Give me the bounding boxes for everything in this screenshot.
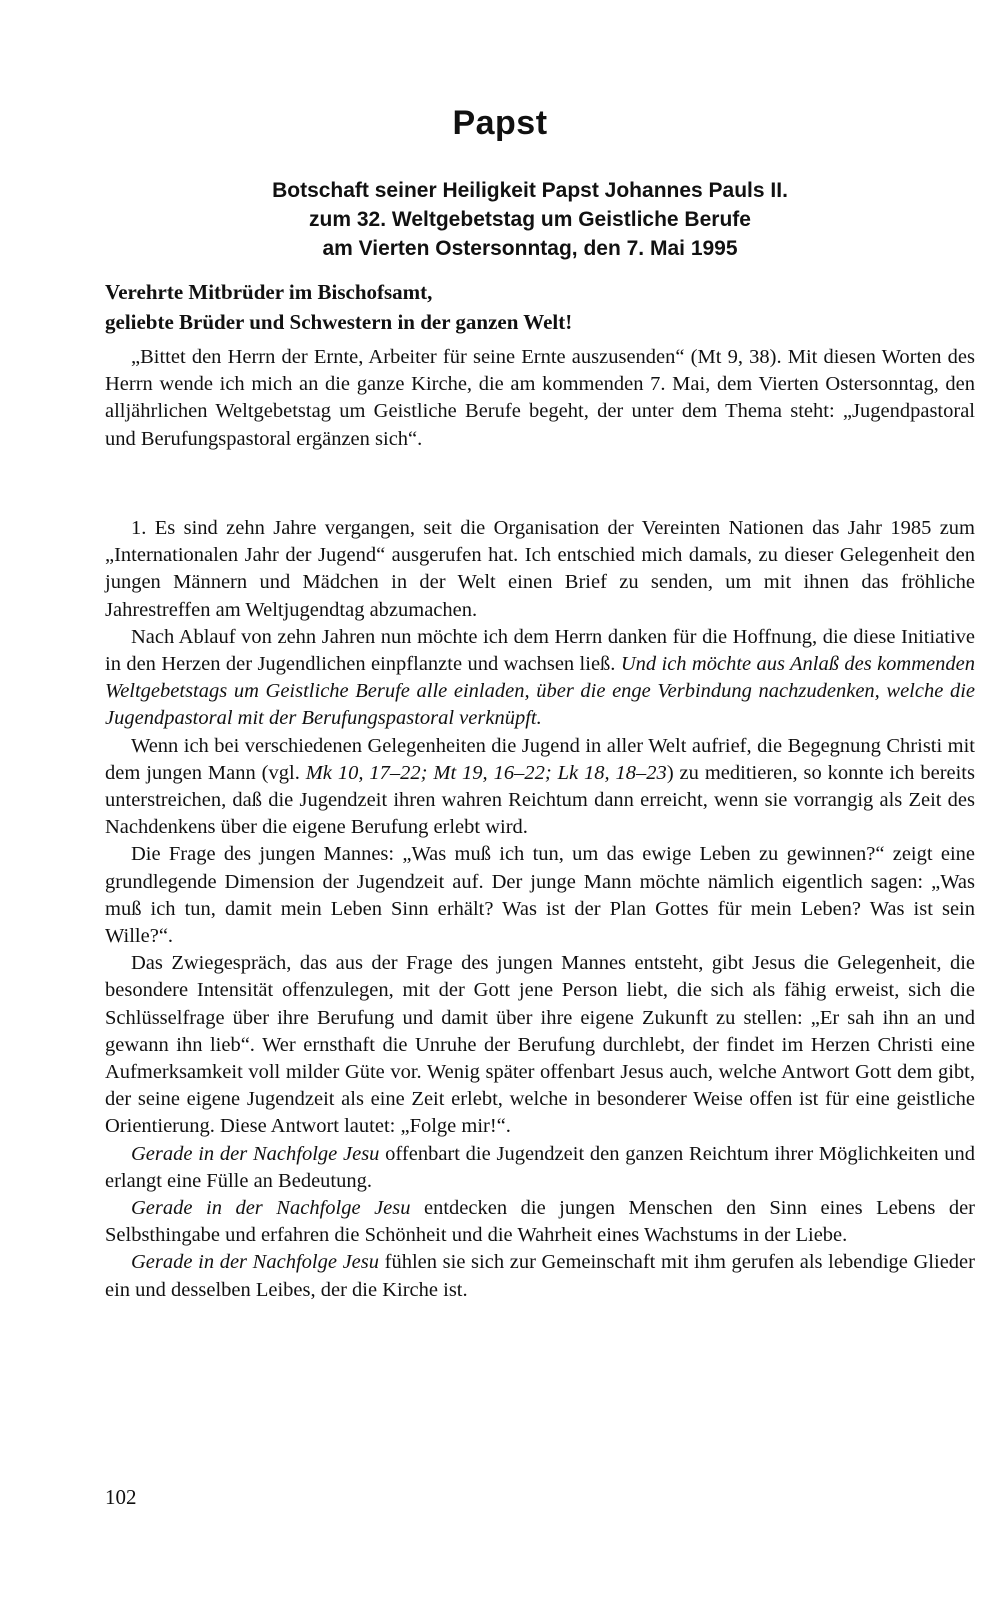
paragraph: Die Frage des jungen Mannes: „Was muß ich tun, um das ewige Leben zu gewinnen?“ zeigt eine grundlegende Dimension der Jugendzeit auf. Der junge Mann möchte nämlich eigentlich sagen: „Was muß ich tun, damit mein Leben Sinn erhält? Was ist der Plan Gottes für mein Leben? Was ist sein Wille?“. [105,843,975,948]
paragraph-text: entdecken die jungen Menschen den Sinn eines Lebens der Selbsthingabe und erfahren die Schönheit und die Wahrheit eines Wachstums in der Liebe. [105,1197,975,1247]
main-text [105,515,975,1304]
subtitle-line: zum 32. Weltgebetstag um Geistliche Berufe [309,208,751,231]
intro-block [105,344,975,453]
intro-paragraph: „Bittet den Herrn der Ernte, Arbeiter für seine Ernte auszusenden“ (Mt 9, 38). Mit diesen Worten des Herrn wende ich mich an die ganze Kirche, die am kommenden 7. Mai, dem Vierten Ostersonntag, den alljährlichen Weltgebetstag um Geistliche Berufe begeht, der unter dem Thema steht: „Jugendpastoral und Berufungspastoral ergänzen sich“. [105,346,975,450]
subtitle-line: am Vierten Ostersonntag, den 7. Mai 1995 [322,237,738,260]
emphasis-text: Und ich möchte aus Anlaß des kommenden Weltgebetstags um Geistliche Berufe alle einladen, über die enge Verbindung nachzudenken, welche die Jugendpastoral mit der Berufungspastoral verknüpft. [105,653,975,730]
paragraph-text: offenbart die Jugendzeit den ganzen Reichtum ihrer Möglichkeiten und erlangt eine Fülle an Bedeutung. [105,1142,975,1192]
paragraph [105,1141,975,1195]
paragraph-text: ) zu meditieren, so konnte ich bereits unterstreichen, daß die Jugendzeit ihren wahren Reichtum dann erreicht, wenn sie vorrangig als Zeit des Nachdenkens über die eigene Berufung erlebt wird. [105,761,975,839]
message-subtitle [150,176,910,263]
paragraph [105,1195,975,1249]
bible-reference: Mk 10, 17–22; Mt 19, 16–22; Lk 18, 18–23 [305,761,667,784]
paragraph-text: Wenn ich bei verschiedenen Gelegenheiten die Jugend in aller Welt aufrief, die Begegnung Christi mit dem jungen Mann (vgl. [105,734,975,784]
paragraph [105,624,975,733]
paragraph [105,1249,975,1303]
emphasis-text: Gerade in der Nachfolge Jesu [131,1251,379,1274]
page-title: Papst [452,104,548,142]
emphasis-text: Gerade in der Nachfolge Jesu [131,1142,380,1165]
paragraph-text: Nach Ablauf von zehn Jahren nun möchte ich dem Herrn danken für die Hoffnung, die diese Initiative in den Herzen der Jugendlichen einpflanzte und wachsen ließ. [105,625,975,676]
section-1-paragraph: 1. Es sind zehn Jahre vergangen, seit die Organisation der Vereinten Nationen das Jahr 1985 zum „Internationalen Jahr der Jugend“ ausgerufen hat. Ich entschied mich damals, zu dieser Gelegenheit den jungen Männern und Mädchen in der Welt einen Brief zu senden, um mit ihnen das fröhliche Jahrestreffen am Weltjugendtag abzumachen. [105,517,975,621]
paragraph: Das Zwiegespräch, das aus der Frage des jungen Mannes entsteht, gibt Jesus die Gelegenheit, die besondere Intensität offenzulegen, mit der Gott jene Person liebt, die sich als fähig erweist, sich die Schlüsselfrage über ihre Berufung und damit über ihre eigene Zukunft zu stellen: „Er sah ihn an und gewann ihn lieb“. Wer ernsthaft die Unruhe der Berufung durchlebt, der findet im Herzen Christi eine Aufmerksamkeit voll milder Güte vor. Wenig später offenbart Jesus auch, welche Antwort Gott dem gibt, der seine eigene Jugendzeit als eine Zeit erlebt, welche in besonderer Weise offen ist für eine geistliche Orientierung. Diese Antwort lautet: „Folge mir!“. [105,952,975,1138]
salutation [105,277,975,337]
emphasis-text: Gerade in der Nachfolge Jesu [131,1197,411,1220]
subtitle-line: Botschaft seiner Heiligkeit Papst Johannes Pauls II. [272,179,788,202]
salutation-line: Verehrte Mitbrüder im Bischofsamt, [105,280,433,304]
page-number: 102 [105,1485,137,1509]
paragraph-text: fühlen sie sich zur Gemeinschaft mit ihm gerufen als lebendige Glieder ein und desselben Leibes, der die Kirche ist. [105,1251,975,1301]
paragraph [105,733,975,842]
salutation-line: geliebte Brüder und Schwestern in der ganzen Welt! [105,310,573,334]
